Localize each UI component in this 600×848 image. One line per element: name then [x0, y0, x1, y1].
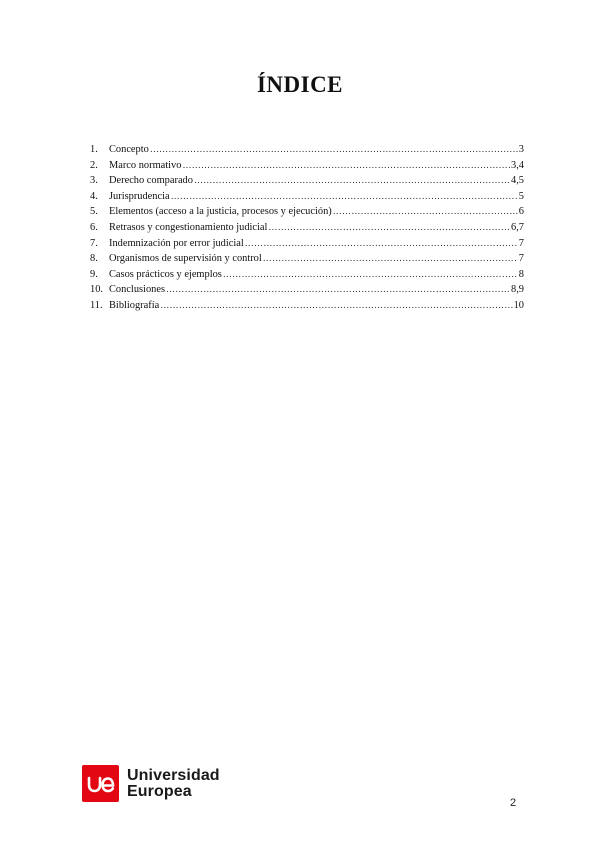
toc-entry-number: 7. [90, 237, 98, 249]
toc-entry-label: Elementos (acceso a la justicia, procesos y ejecución) [109, 206, 332, 218]
toc-entry-label: Retrasos y congestionamiento judicial [109, 221, 268, 233]
toc-entry[interactable] [90, 236, 524, 252]
toc-dot-leader [263, 251, 518, 267]
toc-dot-leader [171, 189, 518, 205]
toc-dot-leader [150, 142, 518, 158]
logo-wordmark [127, 768, 220, 800]
toc-entry-page: 3 [518, 144, 524, 155]
toc-entry-page: 7 [518, 237, 524, 249]
toc-entry-number: 11. [90, 299, 103, 311]
toc-entry-label: Concepto [109, 144, 149, 155]
toc-entry-label: Indemnización por error judicial [109, 237, 244, 249]
toc-entry-number: 3. [90, 175, 98, 187]
toc-entry-label: Derecho comparado [109, 175, 193, 187]
toc-entry[interactable] [90, 158, 524, 174]
toc-entry-number: 9. [90, 268, 98, 280]
toc-entry-number: 2. [90, 159, 98, 171]
toc-entry-number: 10. [90, 284, 103, 296]
toc-dot-leader [182, 158, 510, 174]
toc-entry-number: 1. [90, 144, 98, 155]
toc-entry-label: Jurisprudencia [109, 190, 170, 202]
university-logo [82, 765, 220, 802]
toc-entry[interactable] [90, 251, 524, 267]
ue-letters-icon [86, 774, 116, 794]
toc-entry-page: 6 [518, 206, 524, 218]
toc-entry[interactable] [90, 298, 524, 314]
toc-entry[interactable] [90, 220, 524, 236]
toc-dot-leader [223, 267, 518, 283]
toc-entry-page: 6,7 [511, 221, 524, 233]
toc-entry[interactable] [90, 282, 524, 298]
page-title: ÍNDICE [256, 72, 344, 97]
toc-entry[interactable] [90, 189, 524, 205]
toc-entry-page: 8 [518, 268, 524, 280]
toc-entry-number: 4. [90, 190, 98, 202]
toc-entry-page: 7 [518, 253, 524, 265]
toc-dot-leader [333, 204, 518, 220]
toc-entry-label: Organismos de supervisión y control [109, 253, 262, 265]
toc-entry-number: 5. [90, 206, 98, 218]
toc-entry-page: 8,9 [511, 284, 524, 296]
toc-dot-leader [194, 173, 510, 189]
toc-entry[interactable] [90, 267, 524, 283]
logo-line-2: Europea [127, 782, 192, 800]
toc-entry-label: Casos prácticos y ejemplos [109, 268, 222, 280]
toc-entry-page: 4,5 [511, 175, 524, 187]
toc-entry[interactable] [90, 204, 524, 220]
table-of-contents [90, 142, 524, 314]
toc-dot-leader [166, 282, 510, 298]
toc-entry-page: 5 [518, 190, 524, 202]
toc-dot-leader [160, 298, 512, 314]
toc-entry-label: Conclusiones [109, 284, 165, 296]
toc-entry[interactable] [90, 142, 524, 158]
toc-entry-label: Bibliografía [109, 299, 160, 311]
ue-logo-icon [82, 765, 119, 802]
toc-entry-number: 6. [90, 221, 98, 233]
toc-dot-leader [245, 236, 518, 252]
logo-line-1: Universidad [127, 766, 220, 784]
toc-entry-page: 3,4 [511, 159, 524, 171]
toc-dot-leader [268, 220, 510, 236]
toc-entry-page: 10 [513, 299, 524, 311]
toc-entry-number: 8. [90, 253, 98, 265]
toc-entry-label: Marco normativo [109, 159, 182, 171]
page-number: 2 [510, 797, 517, 809]
toc-entry[interactable] [90, 173, 524, 189]
